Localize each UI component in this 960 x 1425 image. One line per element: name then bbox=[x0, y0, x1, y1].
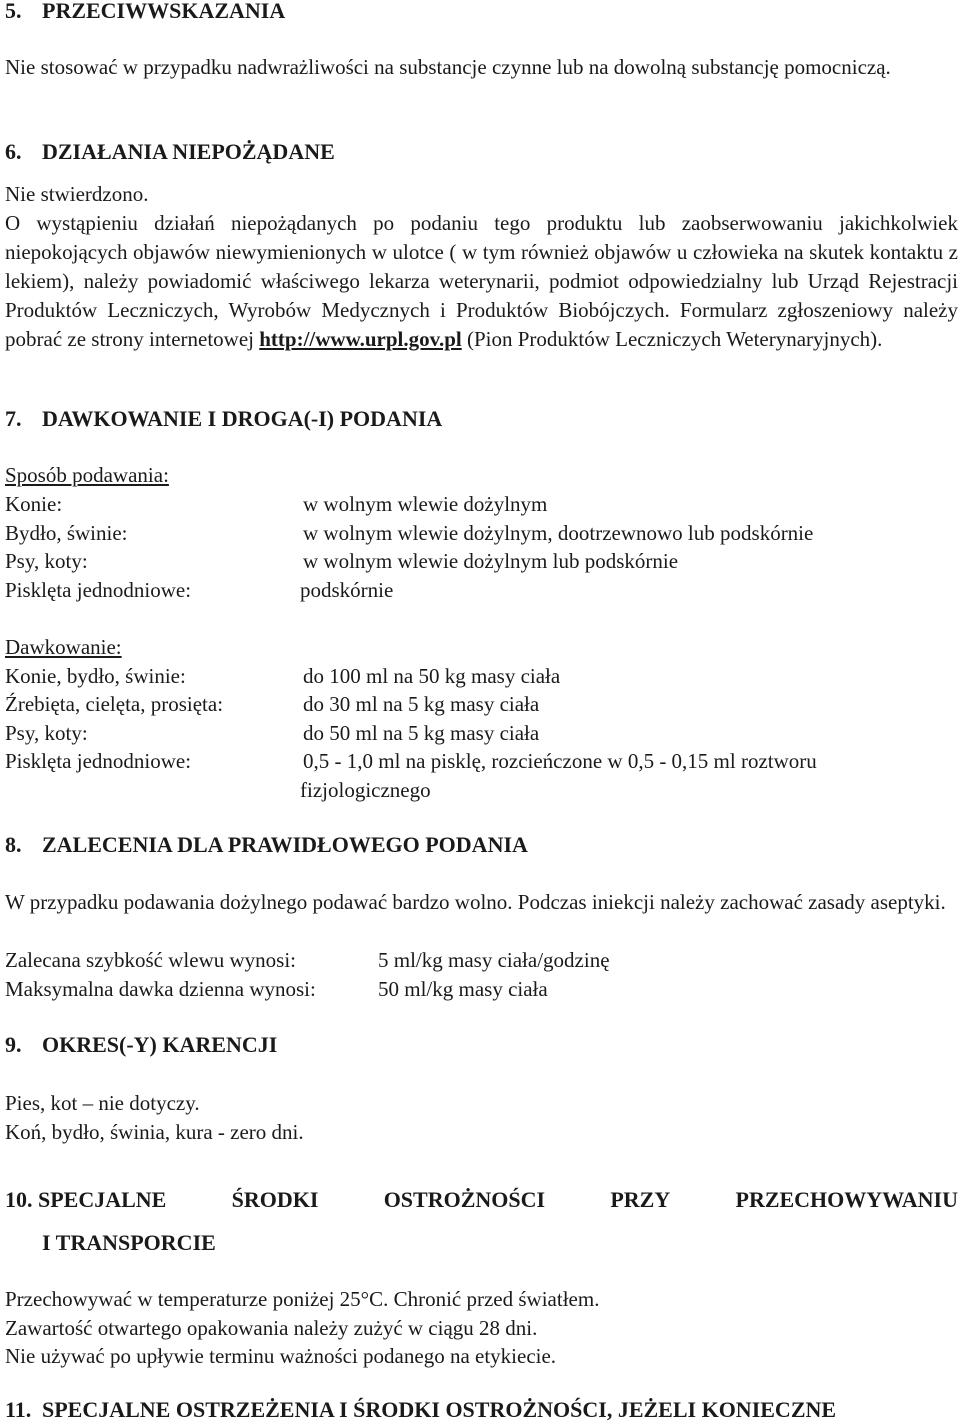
dose-label: Psy, koty: bbox=[5, 721, 88, 745]
dose-value: do 100 ml na 50 kg masy ciała bbox=[303, 664, 561, 688]
section-number: 8. bbox=[5, 832, 22, 857]
max-dose-value: 50 ml/kg masy ciała bbox=[378, 977, 548, 1001]
section-7-heading bbox=[5, 404, 958, 433]
infusion-value: 5 ml/kg masy ciała/godzinę bbox=[378, 948, 610, 972]
dose-value-continued: fizjologicznego bbox=[300, 778, 431, 802]
dose-value: do 30 ml na 5 kg masy ciała bbox=[303, 692, 540, 716]
heading-word: SPECJALNE bbox=[38, 1187, 167, 1212]
dose-label: Pisklęta jednodniowe: bbox=[5, 749, 192, 773]
section-8-heading bbox=[5, 830, 958, 859]
section-number: 9. bbox=[5, 1032, 22, 1057]
heading-word: OSTROŻNOŚCI bbox=[383, 1187, 546, 1212]
route-title: Sposób podawania: bbox=[5, 463, 169, 487]
route-label: Pisklęta jednodniowe: bbox=[5, 578, 192, 602]
route-label: Bydło, świnie: bbox=[5, 521, 128, 545]
infusion-label: Zalecana szybkość wlewu wynosi: bbox=[5, 948, 296, 972]
section-title: DAWKOWANIE I DROGA(-I) PODANIA bbox=[42, 406, 443, 431]
route-value: w wolnym wlewie dożylnym lub podskórnie bbox=[303, 549, 679, 573]
section-title: OKRES(-Y) KARENCJI bbox=[42, 1032, 278, 1057]
section-5-text: Nie stosować w przypadku nadwrażliwości na substancje czynne lub na dowolną substancję pomocniczą. bbox=[5, 55, 891, 79]
section-number: 11. bbox=[5, 1397, 32, 1422]
storage-line: Nie używać po upływie terminu ważności podanego na etykiecie. bbox=[5, 1344, 557, 1368]
section-6-line: Nie stwierdzono. bbox=[5, 182, 149, 206]
dose-value: do 50 ml na 5 kg masy ciała bbox=[303, 721, 540, 745]
route-value: podskórnie bbox=[300, 578, 394, 602]
section-9-heading bbox=[5, 1030, 958, 1059]
section-number: 7. bbox=[5, 406, 22, 431]
section-title: SPECJALNE OSTRZEŻENIA I ŚRODKI OSTROŻNOŚCI, JEŻELI KONIECZNE bbox=[42, 1397, 837, 1422]
heading-word: PRZECHOWYWANIU bbox=[735, 1187, 958, 1212]
section-title: PRZECIWWSKAZANIA bbox=[42, 0, 286, 23]
section-number bbox=[5, 1185, 166, 1214]
dose-value: 0,5 - 1,0 ml na pisklę, rozcieńczone w 0,5 - 0,15 ml roztworu bbox=[303, 749, 817, 773]
section-number: 5. bbox=[5, 0, 22, 23]
section-11-heading bbox=[5, 1395, 958, 1424]
route-label: Konie: bbox=[5, 492, 63, 516]
dose-label: Źrebięta, cielęta, prosięta: bbox=[5, 692, 224, 716]
storage-line: Przechowywać w temperaturze poniżej 25°C. Chronić przed światłem. bbox=[5, 1287, 600, 1311]
section-10-heading-line2: I TRANSPORCIE bbox=[42, 1230, 216, 1255]
section-6-heading bbox=[5, 137, 958, 166]
storage-line: Zawartość otwartego opakowania należy zużyć w ciągu 28 dni. bbox=[5, 1316, 538, 1340]
section-title: ZALECENIA DLA PRAWIDŁOWEGO PODANIA bbox=[42, 832, 528, 857]
route-value: w wolnym wlewie dożylnym, dootrzewnowo lub podskórnie bbox=[303, 521, 814, 545]
section-5-heading bbox=[5, 0, 958, 25]
section-number: 6. bbox=[5, 139, 22, 164]
section-10-heading bbox=[5, 1185, 958, 1214]
paragraph-text-end: (Pion Produktów Leczniczych Weterynaryjnych). bbox=[461, 327, 883, 351]
section-number-text: 10. bbox=[5, 1187, 33, 1212]
dose-label: Konie, bydło, świnie: bbox=[5, 664, 186, 688]
section-8-paragraph: W przypadku podawania dożylnego podawać bardzo wolno. Podczas iniekcji należy zachować zasady aseptyki. bbox=[5, 890, 946, 914]
withdrawal-line: Koń, bydło, świnia, kura - zero dni. bbox=[5, 1120, 304, 1144]
dose-title: Dawkowanie: bbox=[5, 635, 122, 659]
heading-word: ŚRODKI bbox=[231, 1187, 319, 1212]
section-title: DZIAŁANIA NIEPOŻĄDANE bbox=[42, 139, 335, 164]
withdrawal-line: Pies, kot – nie dotyczy. bbox=[5, 1091, 200, 1115]
urpl-link[interactable]: http://www.urpl.gov.pl bbox=[259, 327, 462, 351]
route-label: Psy, koty: bbox=[5, 549, 88, 573]
route-value: w wolnym wlewie dożylnym bbox=[303, 492, 548, 516]
section-6-paragraph bbox=[5, 209, 958, 354]
max-dose-label: Maksymalna dawka dzienna wynosi: bbox=[5, 977, 316, 1001]
paragraph-text: O wystąpieniu działań niepożądanych po podaniu tego produktu lub zaobserwowaniu jakichkolwiek niepokojących objawów niewymienionych w ulotce ( w tym również objawów u człowieka na skutek kontaktu z lekiem), należy powiadomić właściwego lekarza weterynarii, podmiot odpowiedzialny lub Urząd Rejestracji Produktów Leczniczych, Wyrobów Medycznych i Produktów Biobójczych. Formularz zgłoszeniowy należy pobrać ze strony internetowej bbox=[5, 211, 958, 351]
heading-word: PRZY bbox=[610, 1187, 671, 1212]
